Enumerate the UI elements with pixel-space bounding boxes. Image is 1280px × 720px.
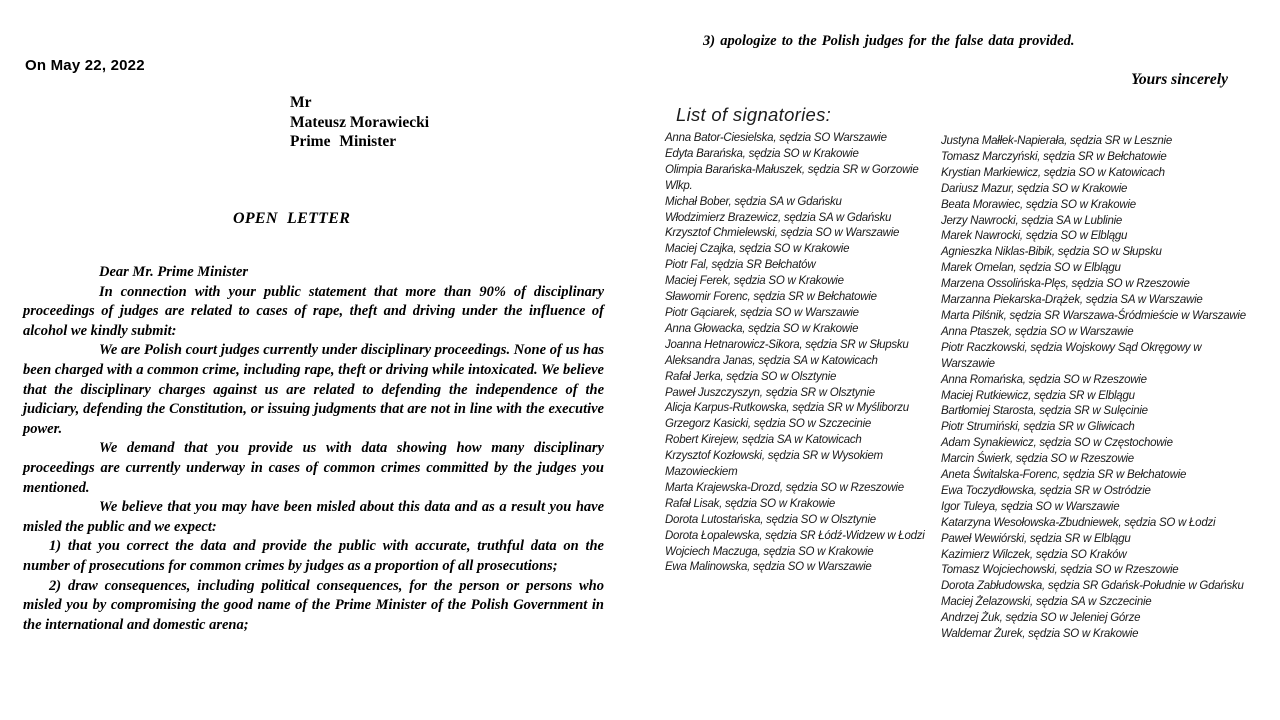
signatory-entry: Jerzy Nawrocki, sędzia SA w Lublinie	[941, 214, 1123, 227]
recipient-salutation: Mr	[290, 94, 312, 111]
signatory-entry: Waldemar Żurek, sędzia SO w Krakowie	[941, 628, 1139, 641]
signatory-entry: Aneta Świtalska-Forenc, sędzia SR w Bełchatowie	[941, 469, 1187, 482]
signatory-entry: Krzysztof Chmielewski, sędzia SO w Warszawie	[665, 227, 900, 240]
signatory-entry: Olimpia Barańska-Małuszek, sędzia SR w Gorzowie Wlkp.	[665, 163, 919, 192]
signatory-entry: Marzanna Piekarska-Drążek, sędzia SA w Warszawie	[941, 294, 1203, 307]
signatory-entry: Beata Morawiec, sędzia SO w Krakowie	[941, 198, 1136, 211]
signatory-entry: Dorota Łopalewska, sędzia SR Łódź-Widzew w Łodzi	[665, 529, 925, 542]
signatory-entry: Krystian Markiewicz, sędzia SO w Katowicach	[941, 166, 1165, 179]
letter-continuation-item-3: 3) apologize to the Polish judges for the false data provided.	[703, 33, 1075, 49]
signatory-entry: Piotr Gąciarek, sędzia SO w Warszawie	[665, 306, 859, 319]
letter-title: OPEN LETTER	[233, 210, 351, 227]
signatory-entry: Joanna Hetnarowicz-Sikora, sędzia SR w Słupsku	[665, 338, 909, 351]
signatory-entry: Marek Omelan, sędzia SO w Elblągu	[941, 262, 1121, 275]
signatory-entry: Tomasz Wojciechowski, sędzia SO w Rzeszowie	[941, 564, 1179, 577]
signatory-entry: Marta Krajewska-Drozd, sędzia SO w Rzeszowie	[665, 481, 904, 494]
signatory-entry: Rafał Lisak, sędzia SO w Krakowie	[665, 497, 836, 510]
letter-paragraph: We demand that you provide us with data showing how many disciplinary proceedings are currently underway in cases of common crimes committed by the judges you mentioned.	[23, 440, 604, 496]
signatory-entry: Kazimierz Wilczek, sędzia SO Kraków	[941, 548, 1127, 561]
signatory-entry: Robert Kirejew, sędzia SA w Katowicach	[665, 434, 862, 447]
signatories-column-left	[665, 131, 927, 576]
recipient-block	[290, 93, 429, 152]
signatory-entry: Ewa Malinowska, sędzia SO w Warszawie	[665, 561, 872, 574]
signatory-entry: Alicja Karpus-Rutkowska, sędzia SR w Myśliborzu	[665, 402, 909, 415]
recipient-name: Mateusz Morawiecki	[290, 113, 430, 131]
signatory-entry: Marcin Świerk, sędzia SO w Rzeszowie	[941, 453, 1134, 466]
signatory-entry: Katarzyna Wesołowska-Zbudniewek, sędzia SO w Łodzi	[941, 516, 1216, 529]
signatory-entry: Rafał Jerka, sędzia SO w Olsztynie	[665, 370, 837, 383]
signatory-entry: Marta Pilśnik, sędzia SR Warszawa-Śródmieście w Warszawie	[941, 309, 1246, 322]
letter-paragraph: In connection with your public statement that more than 90% of disciplinary proceedings of judges are related to cases of rape, theft and driving under the influence of alcohol we kindly submit:	[23, 283, 604, 339]
signatory-entry: Tomasz Marczyński, sędzia SR w Bełchatowie	[941, 150, 1167, 163]
signatory-entry: Maciej Czajka, sędzia SO w Krakowie	[665, 243, 850, 256]
signatory-entry: Edyta Barańska, sędzia SO w Krakowie	[665, 147, 859, 160]
signatories-heading: List of signatories:	[676, 104, 832, 125]
signatory-entry: Maciej Żelazowski, sędzia SA w Szczecinie	[941, 596, 1152, 609]
signatory-entry: Bartłomiej Starosta, sędzia SR w Sulęcinie	[941, 405, 1148, 418]
signatory-entry: Paweł Juszczyszyn, sędzia SR w Olsztynie	[665, 386, 875, 399]
signatory-entry: Anna Ptaszek, sędzia SO w Warszawie	[941, 325, 1134, 338]
signatory-entry: Marek Nawrocki, sędzia SO w Elblągu	[941, 230, 1128, 243]
signatory-entry: Adam Synakiewicz, sędzia SO w Częstochowie	[941, 437, 1173, 450]
signatory-entry: Dorota Zabłudowska, sędzia SR Gdańsk-Południe w Gdańsku	[941, 580, 1244, 593]
signatory-entry: Maciej Ferek, sędzia SO w Krakowie	[665, 275, 844, 288]
signatory-entry: Sławomir Forenc, sędzia SR w Bełchatowie	[665, 291, 877, 304]
signatory-entry: Agnieszka Niklas-Bibik, sędzia SO w Słupsku	[941, 246, 1162, 259]
signatory-entry: Marzena Ossolińska-Plęs, sędzia SO w Rzeszowie	[941, 278, 1190, 291]
signatory-entry: Anna Bator-Ciesielska, sędzia SO Warszawie	[665, 132, 887, 144]
signatory-entry: Wojciech Maczuga, sędzia SO w Krakowie	[665, 545, 874, 558]
letter-paragraph: We believe that you may have been misled about this data and as a result you have misled the public and we expect:	[23, 499, 604, 535]
letter-paragraph: 2) draw consequences, including political consequences, for the person or persons who misled you by compromising the good name of the Prime Minister of the Polish Government in the international and domestic arena;	[23, 577, 604, 633]
signatory-entry: Piotr Fal, sędzia SR Bełchatów	[665, 259, 816, 272]
signatory-entry: Anna Głowacka, sędzia SO w Krakowie	[665, 322, 859, 335]
letter-paragraph: We are Polish court judges currently under disciplinary proceedings. None of us has been charged with a common crime, including rape, theft or driving while intoxicated. We believe that the disciplinary charges against us are related to defending the independence of the judiciary, defending the Constitution, or issuing judgments that are not in line with the executive power.	[23, 342, 604, 437]
signatory-entry: Igor Tuleya, sędzia SO w Warszawie	[941, 500, 1120, 513]
letter-paragraph: 1) that you correct the data and provide the public with accurate, truthful data on the number of prosecutions for common crimes by judges as a proportion of all prosecutions;	[23, 538, 604, 574]
signatory-entry: Krzysztof Kozłowski, sędzia SR w Wysokiem Mazowieckiem	[665, 450, 883, 479]
letter-paragraph: Dear Mr. Prime Minister	[99, 264, 249, 280]
letter-closing: Yours sincerely	[1131, 71, 1228, 88]
signatory-entry: Grzegorz Kasicki, sędzia SO w Szczecinie	[665, 418, 872, 431]
letter-date: On May 22, 2022	[25, 57, 145, 74]
signatory-entry: Piotr Raczkowski, sędzia Wojskowy Sąd Okręgowy w Warszawie	[941, 341, 1202, 370]
signatory-entry: Andrzej Żuk, sędzia SO w Jeleniej Górze	[941, 612, 1141, 625]
signatory-entry: Paweł Wewiórski, sędzia SR w Elblągu	[941, 532, 1131, 545]
signatory-entry: Aleksandra Janas, sędzia SA w Katowicach	[665, 354, 878, 367]
signatory-entry: Włodzimierz Brazewicz, sędzia SA w Gdańsku	[665, 211, 892, 224]
letter-body	[23, 263, 604, 635]
signatories-column-right	[941, 134, 1253, 643]
recipient-role: Prime Minister	[290, 133, 397, 150]
signatory-entry: Ewa Toczydłowska, sędzia SR w Ostródzie	[941, 484, 1151, 497]
signatory-entry: Piotr Strumiński, sędzia SR w Gliwicach	[941, 421, 1135, 434]
signatory-entry: Maciej Rutkiewicz, sędzia SR w Elblągu	[941, 389, 1135, 402]
signatory-entry: Justyna Małłek-Napierała, sędzia SR w Lesznie	[941, 135, 1172, 147]
signatory-entry: Michał Bober, sędzia SA w Gdańsku	[665, 195, 842, 208]
signatory-entry: Dorota Lutostańska, sędzia SO w Olsztynie	[665, 513, 876, 526]
signatory-entry: Dariusz Mazur, sędzia SO w Krakowie	[941, 182, 1128, 195]
signatory-entry: Anna Romańska, sędzia SO w Rzeszowie	[941, 373, 1147, 386]
